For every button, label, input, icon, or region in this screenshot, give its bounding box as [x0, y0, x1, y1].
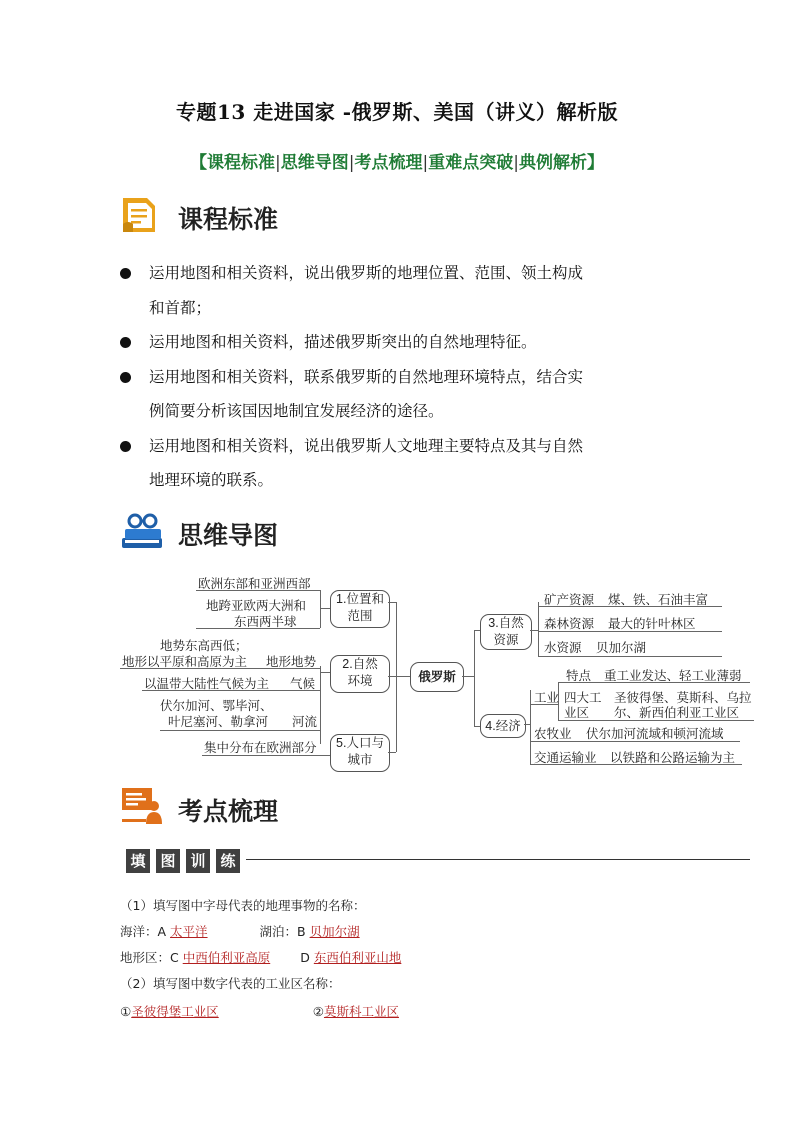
answer-text: 圣彼得堡工业区 [131, 1004, 219, 1019]
question-1: （1）填写图中字母代表的地理事物的名称： [120, 898, 366, 913]
node-text: 伏尔加河、鄂毕河、 [160, 699, 273, 713]
node-text: 尔、新西伯利亚工业区 [614, 706, 740, 720]
bullet-icon [120, 441, 131, 452]
node-text: 森林资源 [544, 617, 595, 631]
node-text: 圣彼得堡、莫斯科、乌拉 [614, 691, 752, 705]
node-text: 以铁路和公路运输为主 [610, 751, 736, 765]
node-label: 资源 [493, 633, 519, 647]
label: D [300, 950, 314, 965]
connector [120, 668, 320, 669]
section-nav [0, 148, 794, 173]
list-item-text: 运用地图和相关资料，描述俄罗斯突出的自然地理特征。 [149, 333, 537, 351]
node-label: 4.经济 [485, 719, 521, 733]
node-text: 气候 [290, 677, 316, 691]
nav-bracket-open: 【 [190, 153, 208, 173]
list-item-text: 例简要分析该国因地制宜发展经济的途径。 [149, 402, 444, 420]
divider [246, 859, 750, 860]
node-label: 1.位置和 [336, 592, 384, 606]
nav-item[interactable]: 典例解析 [518, 153, 587, 173]
node-text: 特点 [566, 669, 592, 683]
node-text: 河流 [292, 715, 318, 729]
list-item [120, 360, 700, 429]
document-icon [120, 194, 160, 234]
bullet-icon [120, 337, 131, 348]
connector [538, 606, 722, 607]
node-text: 贝加尔湖 [596, 641, 647, 655]
node-text: 东西两半球 [234, 615, 297, 629]
mind-map [120, 572, 760, 772]
node-label: 3.自然 [488, 616, 524, 630]
answer-text: 中西伯利亚高原 [182, 950, 271, 965]
connector [530, 630, 538, 631]
node-text: 以温带大陆性气候为主 [144, 677, 270, 691]
chip: 训 [186, 849, 210, 873]
answer-text: 贝加尔湖 [309, 924, 360, 939]
connector [558, 682, 559, 720]
node-label: 环境 [347, 674, 373, 688]
node-text: 重工业发达、轻工业薄弱 [604, 669, 742, 683]
label: ② [312, 1004, 324, 1019]
connector [474, 630, 475, 726]
node-text: 交通运输业 [534, 751, 597, 765]
answer-text: 莫斯科工业区 [323, 1004, 399, 1019]
connector [160, 730, 320, 731]
list-item-text: 运用地图和相关资料，说出俄罗斯人文地理主要特点及其与自然 [149, 436, 584, 455]
connector [530, 741, 740, 742]
chip: 练 [216, 849, 240, 873]
mindmap-center: 俄罗斯 [410, 662, 464, 692]
list-item [120, 325, 700, 360]
section-header-mindmap [120, 510, 420, 554]
connector [538, 656, 722, 657]
node-text: 煤、铁、石油丰富 [608, 593, 709, 607]
question-2: （2）填写图中数字代表的工业区名称： [120, 976, 341, 991]
nav-sep: | [275, 153, 281, 173]
connector [530, 690, 531, 764]
answer-line-zones [120, 1002, 399, 1020]
node-text: 叶尼塞河、勒拿河 [168, 715, 269, 729]
connector [320, 590, 321, 628]
node-label: 5.人口与 [336, 736, 384, 750]
mindmap-node-economy [480, 714, 526, 738]
section-title: 考点梳理 [178, 797, 279, 826]
label: 湖泊：B [259, 924, 310, 939]
mindmap-node-population [330, 734, 390, 772]
list-item [120, 429, 700, 498]
connector [320, 672, 330, 673]
section-header-standards [120, 194, 420, 238]
standards-list [120, 256, 700, 498]
section-title: 思维导图 [178, 521, 279, 550]
nav-item[interactable]: 重难点突破 [428, 153, 514, 173]
connector [530, 704, 558, 705]
list-item-text: 运用地图和相关资料，说出俄罗斯的地理位置、范围、领土构成 [149, 264, 584, 282]
page-title: 专题13 走进国家 -俄罗斯、美国（讲义）解析版 [175, 100, 619, 124]
node-text: 地跨亚欧两大洲和 [206, 599, 307, 613]
connector [320, 668, 321, 730]
nav-sep: | [513, 153, 519, 173]
section-title: 课程标准 [178, 205, 279, 234]
label: ① [120, 1004, 132, 1019]
node-text: 水资源 [544, 641, 582, 655]
connector [142, 690, 320, 691]
list-item-text: 运用地图和相关资料，联系俄罗斯的自然地理环境特点，结合实 [149, 367, 584, 386]
connector [558, 720, 754, 721]
connector [388, 676, 396, 677]
node-text: 地形以平原和高原为主 [122, 655, 248, 669]
fill-map-training-header [120, 849, 760, 877]
connector [396, 602, 397, 752]
answer-line-ocean-lake [120, 922, 360, 940]
section-header-points [120, 786, 420, 830]
connector [538, 631, 722, 632]
mindmap-node-environment [330, 655, 390, 693]
bullet-icon [120, 268, 131, 279]
answer-text: 东西伯利亚山地 [313, 950, 402, 965]
label: 海洋：A [120, 924, 171, 939]
label: 地形区：C [120, 950, 183, 965]
connector [462, 676, 474, 677]
answer-text: 太平洋 [170, 924, 208, 939]
answer-line-landforms [120, 948, 401, 966]
node-label: 范围 [347, 609, 373, 623]
node-label: 城市 [347, 753, 373, 767]
node-text: 地形地势 [266, 655, 317, 669]
connector [530, 764, 742, 765]
mindmap-node-resources [480, 614, 532, 650]
node-text: 集中分布在欧洲部分 [204, 741, 317, 755]
connector [558, 682, 750, 683]
node-text: 欧洲东部和亚洲西部 [198, 577, 311, 591]
nav-sep: | [422, 153, 429, 173]
nav-bracket-close: 】 [586, 153, 604, 173]
nav-sep: | [348, 153, 355, 173]
node-text: 业区 [564, 706, 590, 720]
bullet-icon [120, 372, 131, 383]
connector [196, 590, 320, 591]
nav-item[interactable]: 考点梳理 [354, 153, 423, 173]
node-label: 2.自然 [342, 657, 378, 671]
list-item-text: 和首都； [149, 298, 212, 317]
connector [388, 602, 396, 603]
node-text: 伏尔加河流域和顿河流域 [586, 727, 724, 741]
node-text: 矿产资源 [544, 593, 595, 607]
connector [396, 676, 410, 677]
node-text: 四大工 [564, 691, 602, 705]
nav-item[interactable]: 思维导图 [280, 153, 349, 173]
connector [538, 602, 539, 656]
books-glasses-icon [120, 510, 166, 552]
node-text: 地势东高西低； [160, 639, 248, 653]
list-item-text: 地理环境的联系。 [149, 471, 274, 489]
connector [202, 755, 330, 756]
mindmap-node-location [330, 590, 390, 628]
list-item [120, 256, 700, 325]
connector [320, 608, 330, 609]
chip: 图 [156, 849, 180, 873]
chip: 填 [126, 849, 150, 873]
node-text: 最大的针叶林区 [608, 617, 696, 631]
teacher-board-icon [120, 786, 166, 826]
connector [196, 628, 320, 629]
node-text: 农牧业 [534, 727, 572, 741]
nav-item[interactable]: 课程标准 [207, 153, 276, 173]
connector [388, 752, 396, 753]
node-text: 工业 [534, 691, 560, 705]
